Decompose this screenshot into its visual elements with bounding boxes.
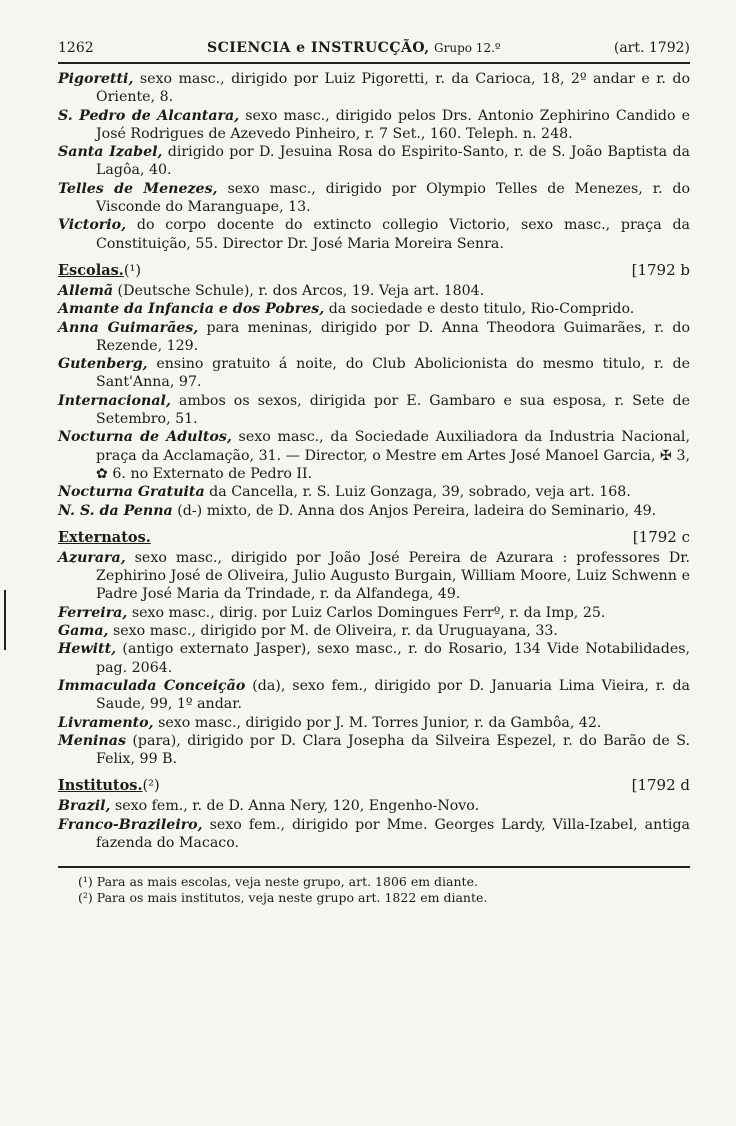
entry-text: (d-) mixto, de D. Anna dos Anjos Pereira, ladeira do Seminario, 49. <box>177 502 657 519</box>
entry-name: Anna Guimarães, <box>58 319 199 336</box>
page <box>58 40 690 906</box>
entry-name: Brazil, <box>58 798 111 815</box>
entry-name: Meninas <box>58 732 126 749</box>
entry-text: para meninas, dirigido por D. Anna Theodora Guimarães, r. do Rezende, 129. <box>96 319 690 354</box>
entry-name: N. S. da Penna <box>58 502 173 519</box>
entry-text: da sociedade e desto titulo, Rio-Comprido. <box>328 301 635 318</box>
section-heading <box>58 776 690 794</box>
section-ref: [1792 c <box>632 527 690 546</box>
entry-name: Nocturna de Adultos, <box>58 429 232 446</box>
entry <box>58 143 690 180</box>
entry-name: Santa Izabel, <box>58 144 163 161</box>
entry-text: ensino gratuito á noite, do Club Abolicionista do mesmo titulo, r. de Sant'Anna, 97. <box>96 356 690 391</box>
section-ref: [1792 d <box>631 776 690 795</box>
section-ref: [1792 b <box>631 260 690 279</box>
section-title: Externatos. <box>58 528 151 546</box>
entry <box>58 640 690 677</box>
entry-text: sexo fem., r. de D. Anna Nery, 120, Engenho-Novo. <box>114 798 480 815</box>
entry-name: Victorio, <box>58 217 127 234</box>
sections <box>58 261 690 852</box>
entry <box>58 180 690 217</box>
section-note: (¹) <box>123 262 141 279</box>
entry-name: Franco-Brazileiro, <box>58 816 203 833</box>
entry-text: sexo masc., dirigido por João José Pereira de Azurara : professores Dr. Zephirino José de Oliveira, Julio Augusto Burgain, William Moore, Luiz Schwenn e Padre José Maria da Trindade, r. da Alfandega, 49. <box>96 549 690 603</box>
section-title: Escolas. <box>58 261 124 279</box>
entry-name: S. Pedro de Alcantara, <box>58 107 240 124</box>
entry-name: Nocturna Gratuita <box>58 484 205 501</box>
entry <box>58 107 690 144</box>
footnote: (²) Para os mais institutos, veja neste grupo art. 1822 em diante. <box>78 890 488 906</box>
entry <box>58 300 690 318</box>
entry-text: sexo masc., dirigido por M. de Oliveira, r. da Uruguayana, 33. <box>112 623 558 640</box>
entry <box>58 282 690 300</box>
entry-name: Telles de Menezes, <box>58 180 218 197</box>
entry-name: Azurara, <box>58 549 126 566</box>
entry <box>58 549 690 604</box>
entry <box>58 483 690 501</box>
entry <box>58 392 690 429</box>
entry-name: Allemã <box>58 282 114 299</box>
entry <box>58 355 690 392</box>
entry-text: sexo masc., da Sociedade Auxiliadora da Industria Nacional, praça da Acclamação, 31. — Director, o Mestre em Artes José Manoel Garcia, ✠ 3, ✿ 6. no Externato de Pedro II. <box>96 429 690 482</box>
entry-text: sexo masc., dirigido pelos Drs. Antonio Zephirino Candido e José Rodrigues de Azevedo Pinheiro, r. 7 Set., 160. Teleph. n. 248. <box>96 107 690 142</box>
footnotes <box>58 866 690 906</box>
header-group: Grupo 12.º <box>434 41 501 55</box>
entry-name: Immaculada Conceição <box>58 677 246 694</box>
entry-name: Pigoretti, <box>58 71 134 87</box>
entry-text: dirigido por D. Jesuina Rosa do Espirito-Santo, r. de S. João Baptista da Lagôa, 40. <box>96 144 690 179</box>
header-title: SCIENCIA e INSTRUCÇÃO, <box>206 40 430 56</box>
entry-text: ambos os sexos, dirigida por E. Gambaro e sua esposa, r. Sete de Setembro, 51. <box>96 392 690 428</box>
entry <box>58 502 690 520</box>
entry <box>58 428 690 483</box>
entry-text: (da), sexo fem., dirigido por D. Januaria Lima Vieira, r. da Saude, 99, 1º andar. <box>96 677 690 713</box>
section-title-group <box>58 262 141 279</box>
section-title: Institutos. <box>58 777 143 795</box>
entry-name: Hewitt, <box>58 641 117 658</box>
entry <box>58 714 690 732</box>
entry-text: sexo masc., dirigido por Luiz Pigoretti, r. da Carioca, 18, 2º andar e r. do Oriente, 8. <box>96 71 690 106</box>
section-title-group <box>58 529 151 546</box>
section-title-group <box>58 777 160 794</box>
section-heading <box>58 528 690 546</box>
entry-text: (Deutsche Schule), r. dos Arcos, 19. Veja art. 1804. <box>117 282 485 299</box>
entry-text: sexo masc., dirig. por Luiz Carlos Domingues Ferrº, r. da Imp, 25. <box>131 604 606 621</box>
entry-text: (para), dirigido por D. Clara Josepha da Silveira Espezel, r. do Barão de S. Felix, 99 B. <box>96 732 690 768</box>
margin-mark <box>4 590 10 650</box>
entry-text: da Cancella, r. S. Luiz Gonzaga, 39, sobrado, veja art. 168. <box>209 484 631 501</box>
page-number: 1262 <box>58 40 94 56</box>
entry-name: Livramento, <box>58 714 154 731</box>
entry-name: Gutenberg, <box>58 356 148 373</box>
entry <box>58 816 690 853</box>
entry-text: sexo masc., dirigido por J. M. Torres Junior, r. da Gambôa, 42. <box>158 714 602 731</box>
entry-name: Ferreira, <box>58 604 128 621</box>
entry-text: do corpo docente do extincto collegio Victorio, sexo masc., praça da Constituição, 55. Director Dr. José Maria Moreira Senra. <box>96 217 690 252</box>
entry <box>58 797 690 815</box>
entry <box>58 622 690 640</box>
entry-name: Gama, <box>58 623 109 640</box>
entry <box>58 604 690 622</box>
section-note: (²) <box>142 778 160 795</box>
entry <box>58 732 690 769</box>
entry-text: sexo masc., dirigido por Olympio Telles de Menezes, r. do Visconde do Maranguape, 13. <box>96 180 691 216</box>
page-header <box>58 40 690 64</box>
header-art: (art. 1792) <box>613 40 690 56</box>
entry-name: Amante da Infancia e dos Pobres, <box>58 301 325 318</box>
entry <box>58 70 690 107</box>
entry-text: sexo fem., dirigido por Mme. Georges Lardy, Villa-Izabel, antiga fazenda do Macaco. <box>96 816 690 851</box>
entry <box>58 319 690 356</box>
running-title <box>207 40 501 56</box>
intro-entries <box>58 70 690 253</box>
entry <box>58 677 690 714</box>
entry-text: (antigo externato Jasper), sexo masc., r. do Rosario, 134 Vide Notabilidades, pag. 2064. <box>96 641 691 676</box>
entry-name: Internacional, <box>58 392 171 409</box>
footnote: (¹) Para as mais escolas, veja neste grupo, art. 1806 em diante. <box>78 874 478 890</box>
section-heading <box>58 261 690 279</box>
entry <box>58 216 690 253</box>
